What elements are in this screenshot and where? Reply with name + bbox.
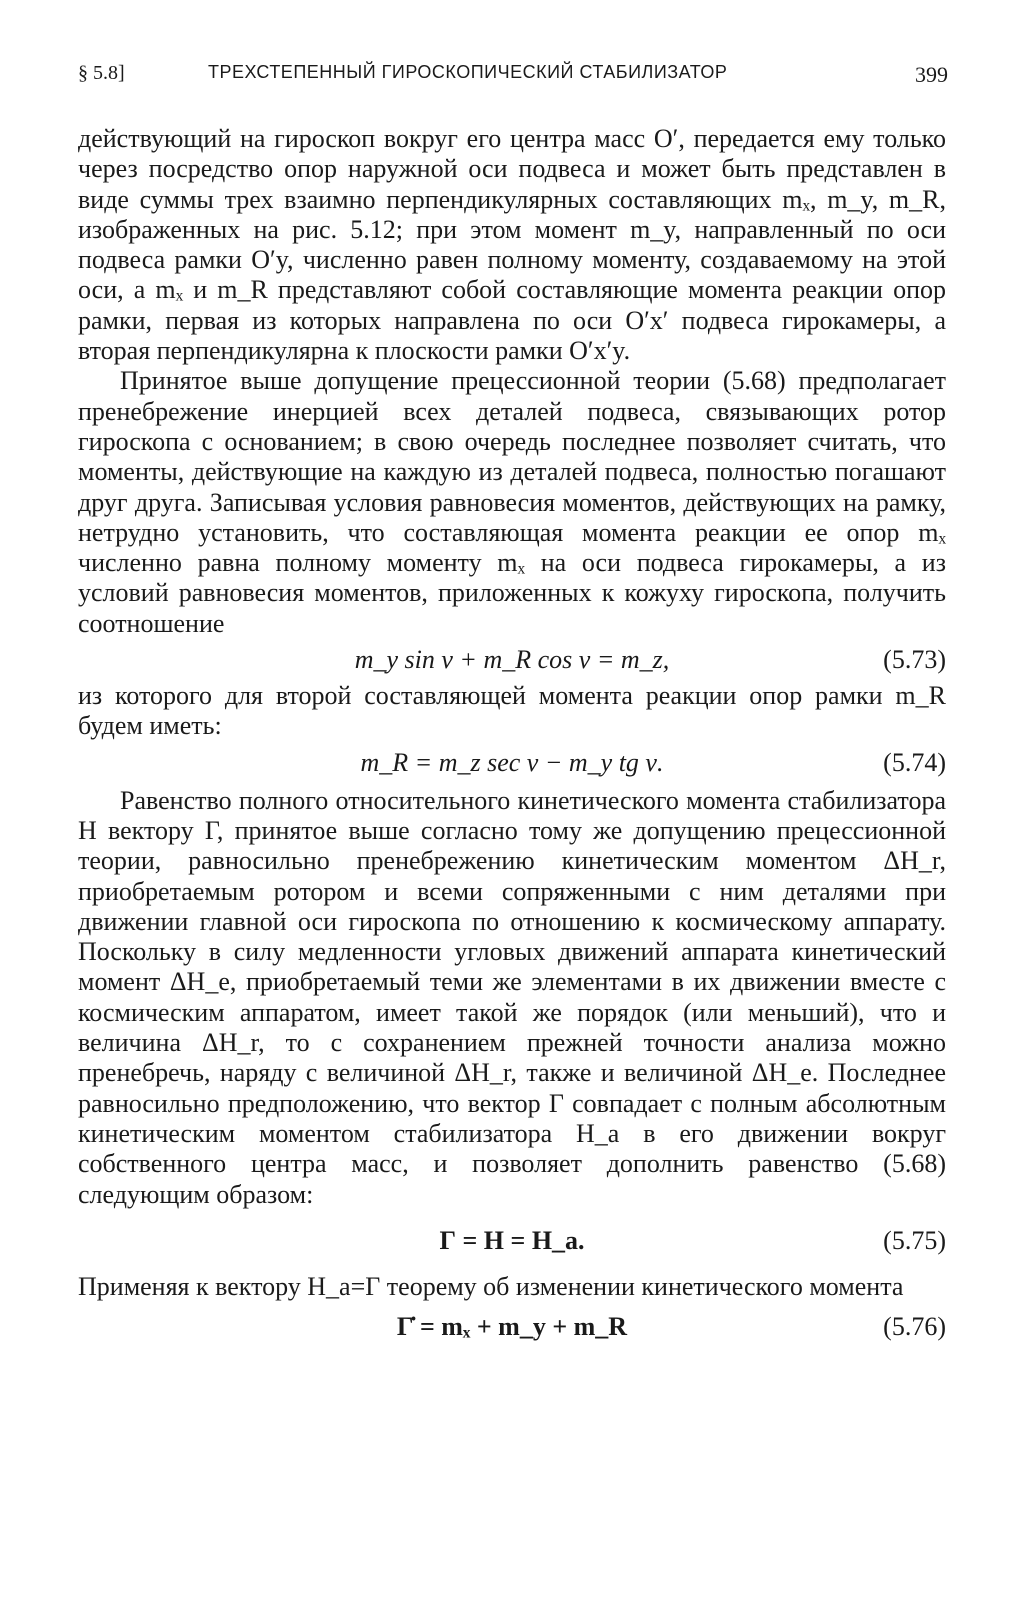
paragraph-continuation: действующий на гироскоп вокруг его центра масс O′, передается ему только через посредство опор наружной оси подвеса и может быть представлен в виде суммы трех взаимно перпендикулярных составляющих mₓ, m_y, m_R, изображенных на рис. 5.12; при этом момент m_y, направленный по оси подвеса рамки O′y, численно равен полному моменту, создаваемому на этой оси, а mₓ и m_R представляют собой составляющие момента реакции опор рамки, первая из которых направлена по оси O′x′ подвеса гирокамеры, а вторая перпендикулярна к плоскости рамки O′x′y. [78, 124, 946, 366]
equation-label: (5.76) [883, 1312, 946, 1342]
running-header [78, 62, 948, 90]
equation-expression: m_y sin ν + m_R cos ν = m_z, [354, 645, 670, 675]
paragraph-second-component: из которого для второй составляющей момента реакции опор рамки m_R будем иметь: [78, 681, 946, 741]
equation-5-73 [78, 643, 946, 677]
page-body [78, 124, 946, 1348]
section-reference: § 5.8] [78, 62, 125, 84]
equation-label: (5.74) [883, 747, 946, 777]
equation-expression: Г = H = H_a. [439, 1225, 585, 1255]
equation-expression: Г̇ = mₓ + m_y + m_R [396, 1312, 628, 1342]
equation-5-74 [78, 746, 946, 780]
equation-expression: m_R = m_z sec ν − m_y tg ν. [360, 747, 664, 777]
paragraph-theorem-application: Применяя к вектору H_a=Г теорему об изменении кинетического момента [78, 1271, 904, 1301]
paragraph-kinetic-moment-equality: Равенство полного относительного кинетического момента стабилизатора H вектору Г, принятое выше согласно тому же допущению прецессионной теории, равносильно пренебрежению кинетическим моментом ΔH_r, приобретаемым ротором и всеми сопряженными с ним деталями при движении главной оси гироскопа по отношению к космическому аппарату. Поскольку в силу медленности угловых движений аппарата кинетический момент ΔH_e, приобретаемый теми же элементами в их движении вместе с космическим аппаратом, имеет такой же порядок (или меньший), что и величина ΔH_r, то с сохранением прежней точности анализа можно пренебречь, наряду с величиной ΔH_r, также и величиной ΔH_e. Последнее равносильно предположению, что вектор Г совпадает с полным абсолютным кинетическим моментом стабилизатора H_a в его движении вокруг собственного центра масс, и позволяет дополнить равенство (5.68) следующим образом: [78, 785, 946, 1209]
running-title: ТРЕХСТЕПЕННЫЙ ГИРОСКОПИЧЕСКИЙ СТАБИЛИЗАТОР [208, 62, 728, 82]
equation-label: (5.73) [883, 645, 946, 675]
equation-5-76 [78, 1310, 946, 1344]
paragraph-precession-assumption: Принятое выше допущение прецессионной теории (5.68) предполагает пренебрежение инерцией всех деталей подвеса, связывающих ротор гироскопа с основанием; в свою очередь последнее позволяет считать, что моменты, действующие на каждую из деталей подвеса, полностью погашают друг друга. Записывая условия равновесия моментов, действующих на рамку, нетрудно установить, что составляющая момента реакции ее опор mₓ численно равна полному моменту mₓ на оси подвеса гирокамеры, а из условий равновесия моментов, приложенных к кожуху гироскопа, получить соотношение [78, 366, 946, 638]
equation-5-75 [78, 1224, 946, 1258]
page-number: 399 [915, 62, 948, 87]
equation-label: (5.75) [883, 1225, 946, 1255]
